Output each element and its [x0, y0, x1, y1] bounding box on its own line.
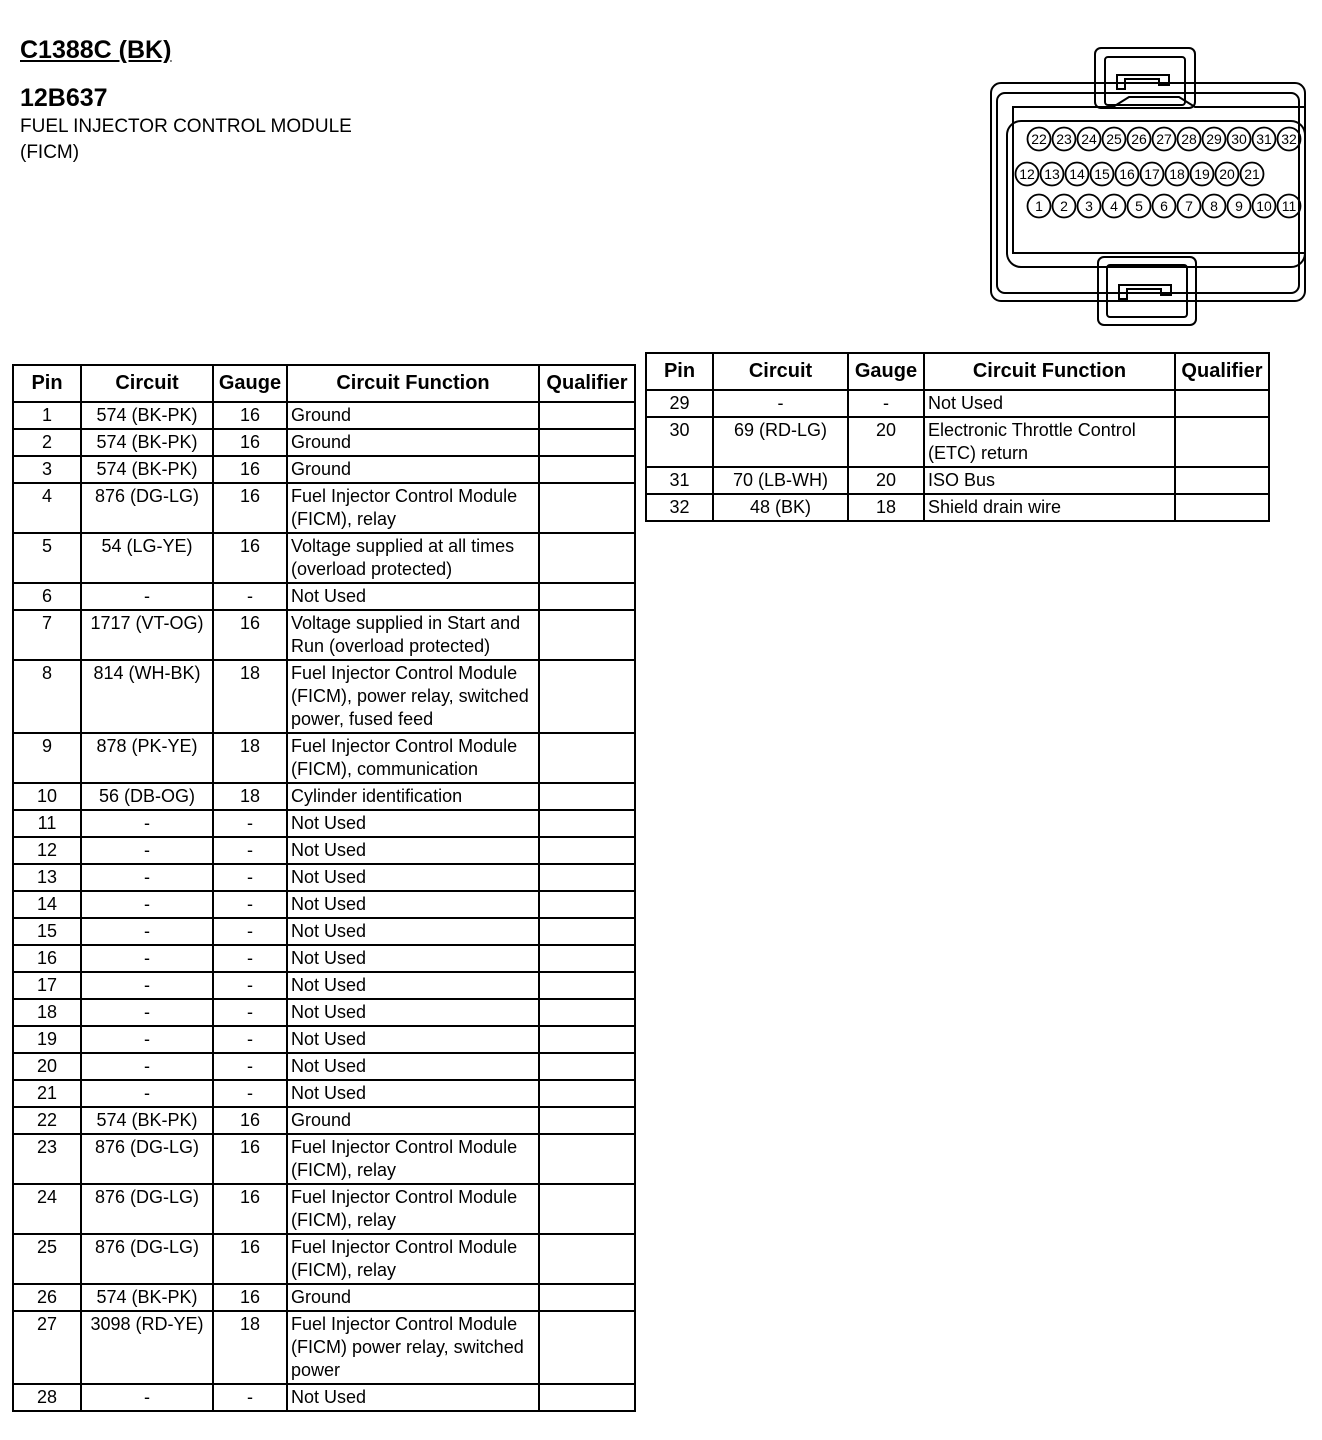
qualifier-cell	[539, 1234, 635, 1284]
table-row	[13, 837, 635, 864]
pin-cell: 16	[13, 945, 81, 972]
circuit-function-cell: Not Used	[287, 918, 539, 945]
connector-pin-row-middle	[1016, 163, 1264, 186]
circuit-cell: 56 (DB-OG)	[81, 783, 213, 810]
module-name: FUEL INJECTOR CONTROL MODULE	[20, 116, 352, 137]
gauge-cell: -	[213, 999, 287, 1026]
circuit-cell: -	[81, 583, 213, 610]
circuit-cell: 876 (DG-LG)	[81, 1234, 213, 1284]
pin-cell: 31	[646, 467, 713, 494]
circuit-function-cell: Fuel Injector Control Module (FICM), relay	[287, 1134, 539, 1184]
qualifier-cell	[539, 945, 635, 972]
table-row	[13, 1107, 635, 1134]
qualifier-cell	[539, 1134, 635, 1184]
circuit-cell: -	[81, 1384, 213, 1411]
qualifier-cell	[539, 456, 635, 483]
circuit-function-cell: Cylinder identification	[287, 783, 539, 810]
pin-cell: 4	[13, 483, 81, 533]
table-row	[13, 1384, 635, 1411]
pin-cell: 8	[13, 660, 81, 733]
table-row	[13, 660, 635, 733]
circuit-function-cell: Fuel Injector Control Module (FICM), relay	[287, 1234, 539, 1284]
pin-cell: 29	[646, 390, 713, 417]
table-row	[13, 583, 635, 610]
header-qualifier: Qualifier	[1175, 353, 1269, 390]
circuit-cell: -	[81, 1053, 213, 1080]
connector-pin-label: 27	[1156, 131, 1172, 147]
qualifier-cell	[539, 660, 635, 733]
qualifier-cell	[539, 1284, 635, 1311]
pin-cell: 9	[13, 733, 81, 783]
gauge-cell: 16	[213, 1107, 287, 1134]
circuit-function-cell: Ground	[287, 429, 539, 456]
connector-pin-label: 28	[1181, 131, 1197, 147]
gauge-cell: 16	[213, 429, 287, 456]
circuit-function-cell: Voltage supplied at all times (overload protected)	[287, 533, 539, 583]
circuit-function-cell: Ground	[287, 402, 539, 429]
qualifier-cell	[539, 1080, 635, 1107]
circuit-function-cell: Not Used	[287, 972, 539, 999]
circuit-function-cell: Not Used	[924, 390, 1175, 417]
pin-cell: 13	[13, 864, 81, 891]
gauge-cell: -	[213, 1384, 287, 1411]
pin-cell: 32	[646, 494, 713, 521]
table-row	[13, 810, 635, 837]
pin-cell: 27	[13, 1311, 81, 1384]
circuit-function-cell: Not Used	[287, 864, 539, 891]
connector-pin-label: 20	[1219, 166, 1235, 182]
circuit-cell: -	[81, 1026, 213, 1053]
circuit-cell: 69 (RD-LG)	[713, 417, 848, 467]
qualifier-cell	[1175, 467, 1269, 494]
qualifier-cell	[539, 1026, 635, 1053]
circuit-function-cell: Voltage supplied in Start and Run (overload protected)	[287, 610, 539, 660]
qualifier-cell	[539, 610, 635, 660]
circuit-cell: 1717 (VT-OG)	[81, 610, 213, 660]
circuit-cell: 574 (BK-PK)	[81, 456, 213, 483]
header-circuit-function: Circuit Function	[924, 353, 1175, 390]
connector-pin-label: 3	[1085, 198, 1093, 214]
connector-pin-label: 31	[1256, 131, 1272, 147]
pin-cell: 12	[13, 837, 81, 864]
connector-pin-label: 22	[1031, 131, 1047, 147]
circuit-cell: 3098 (RD-YE)	[81, 1311, 213, 1384]
connector-pin-label: 1	[1035, 198, 1043, 214]
circuit-cell: 54 (LG-YE)	[81, 533, 213, 583]
circuit-cell: 876 (DG-LG)	[81, 1134, 213, 1184]
qualifier-cell	[1175, 390, 1269, 417]
qualifier-cell	[1175, 494, 1269, 521]
connector-pin-label: 30	[1231, 131, 1247, 147]
circuit-cell: 574 (BK-PK)	[81, 1284, 213, 1311]
connector-face-diagram	[985, 45, 1310, 330]
table-row	[13, 999, 635, 1026]
header-gauge: Gauge	[213, 365, 287, 402]
connector-pin-label: 6	[1160, 198, 1168, 214]
connector-pin-label: 13	[1044, 166, 1060, 182]
connector-pin-label: 16	[1119, 166, 1135, 182]
connector-pin-label: 15	[1094, 166, 1110, 182]
qualifier-cell	[539, 1311, 635, 1384]
pin-cell: 6	[13, 583, 81, 610]
table-row	[13, 1184, 635, 1234]
gauge-cell: 18	[848, 494, 924, 521]
gauge-cell: -	[213, 810, 287, 837]
table-row	[13, 918, 635, 945]
connector-pin-label: 26	[1131, 131, 1147, 147]
circuit-function-cell: Not Used	[287, 837, 539, 864]
pin-cell: 30	[646, 417, 713, 467]
gauge-cell: -	[213, 864, 287, 891]
qualifier-cell	[539, 583, 635, 610]
table-header-row	[646, 353, 1269, 390]
gauge-cell: -	[848, 390, 924, 417]
pin-cell: 1	[13, 402, 81, 429]
circuit-function-cell: Fuel Injector Control Module (FICM), relay	[287, 483, 539, 533]
circuit-cell: 70 (LB-WH)	[713, 467, 848, 494]
gauge-cell: 16	[213, 456, 287, 483]
gauge-cell: -	[213, 918, 287, 945]
qualifier-cell	[539, 1107, 635, 1134]
circuit-cell: 574 (BK-PK)	[81, 1107, 213, 1134]
pin-cell: 15	[13, 918, 81, 945]
gauge-cell: -	[213, 837, 287, 864]
gauge-cell: -	[213, 972, 287, 999]
gauge-cell: 16	[213, 1184, 287, 1234]
qualifier-cell	[539, 402, 635, 429]
gauge-cell: 18	[213, 783, 287, 810]
circuit-cell: 814 (WH-BK)	[81, 660, 213, 733]
circuit-cell: 574 (BK-PK)	[81, 402, 213, 429]
qualifier-cell	[539, 1053, 635, 1080]
circuit-function-cell: Ground	[287, 1284, 539, 1311]
pin-cell: 17	[13, 972, 81, 999]
table-row	[13, 610, 635, 660]
connector-pin-label: 23	[1056, 131, 1072, 147]
pin-cell: 21	[13, 1080, 81, 1107]
connector-pin-label: 7	[1185, 198, 1193, 214]
connector-pin-label: 8	[1210, 198, 1218, 214]
header-qualifier: Qualifier	[539, 365, 635, 402]
table-row	[13, 1311, 635, 1384]
gauge-cell: 16	[213, 1234, 287, 1284]
qualifier-cell	[539, 864, 635, 891]
connector-pin-label: 4	[1110, 198, 1118, 214]
table-row	[13, 891, 635, 918]
qualifier-cell	[539, 733, 635, 783]
gauge-cell: 20	[848, 417, 924, 467]
table-row	[646, 494, 1269, 521]
pin-cell: 19	[13, 1026, 81, 1053]
pin-cell: 11	[13, 810, 81, 837]
circuit-function-cell: Not Used	[287, 999, 539, 1026]
connector-pin-label: 5	[1135, 198, 1143, 214]
connector-pin-label: 25	[1106, 131, 1122, 147]
pin-cell: 20	[13, 1053, 81, 1080]
circuit-cell: 878 (PK-YE)	[81, 733, 213, 783]
connector-pin-label: 10	[1256, 198, 1272, 214]
pin-cell: 3	[13, 456, 81, 483]
pin-cell: 24	[13, 1184, 81, 1234]
gauge-cell: 16	[213, 1284, 287, 1311]
table-row	[13, 1080, 635, 1107]
header-circuit: Circuit	[713, 353, 848, 390]
gauge-cell: 18	[213, 1311, 287, 1384]
gauge-cell: 16	[213, 610, 287, 660]
circuit-function-cell: Shield drain wire	[924, 494, 1175, 521]
connector-pin-label: 21	[1244, 166, 1260, 182]
circuit-function-cell: Fuel Injector Control Module (FICM) power relay, switched power	[287, 1311, 539, 1384]
pin-cell: 22	[13, 1107, 81, 1134]
gauge-cell: -	[213, 1053, 287, 1080]
circuit-cell: -	[81, 891, 213, 918]
connector-pin-label: 12	[1019, 166, 1035, 182]
header-circuit: Circuit	[81, 365, 213, 402]
gauge-cell: 16	[213, 483, 287, 533]
connector-pin-label: 32	[1281, 131, 1297, 147]
circuit-cell: -	[81, 837, 213, 864]
qualifier-cell	[539, 999, 635, 1026]
table-row	[13, 429, 635, 456]
table-row	[646, 467, 1269, 494]
connector-pin-label: 29	[1206, 131, 1222, 147]
header-circuit-function: Circuit Function	[287, 365, 539, 402]
part-number: 12B637	[20, 84, 108, 112]
header-pin: Pin	[646, 353, 713, 390]
pinout-table-right	[645, 352, 1270, 522]
qualifier-cell	[539, 891, 635, 918]
circuit-function-cell: Electronic Throttle Control (ETC) return	[924, 417, 1175, 467]
pin-cell: 23	[13, 1134, 81, 1184]
qualifier-cell	[1175, 417, 1269, 467]
circuit-cell: 48 (BK)	[713, 494, 848, 521]
table-row	[13, 783, 635, 810]
connector-pin-row-bottom	[1028, 195, 1301, 218]
circuit-function-cell: Not Used	[287, 810, 539, 837]
circuit-function-cell: Not Used	[287, 891, 539, 918]
gauge-cell: -	[213, 1080, 287, 1107]
circuit-function-cell: Not Used	[287, 1384, 539, 1411]
header-gauge: Gauge	[848, 353, 924, 390]
circuit-cell: 876 (DG-LG)	[81, 1184, 213, 1234]
pin-cell: 7	[13, 610, 81, 660]
table-row	[13, 1026, 635, 1053]
qualifier-cell	[539, 918, 635, 945]
circuit-cell: -	[81, 972, 213, 999]
pin-cell: 26	[13, 1284, 81, 1311]
qualifier-cell	[539, 810, 635, 837]
gauge-cell: 16	[213, 533, 287, 583]
table-row	[13, 945, 635, 972]
circuit-function-cell: Fuel Injector Control Module (FICM), communication	[287, 733, 539, 783]
connector-title: C1388C (BK)	[20, 36, 172, 64]
circuit-cell: -	[81, 945, 213, 972]
connector-pin-label: 2	[1060, 198, 1068, 214]
circuit-function-cell: Not Used	[287, 583, 539, 610]
pin-cell: 5	[13, 533, 81, 583]
gauge-cell: -	[213, 891, 287, 918]
circuit-cell: -	[81, 999, 213, 1026]
table-row	[13, 456, 635, 483]
circuit-function-cell: Fuel Injector Control Module (FICM), power relay, switched power, fused feed	[287, 660, 539, 733]
pinout-table-left	[12, 364, 636, 1412]
connector-pin-label: 9	[1235, 198, 1243, 214]
circuit-function-cell: Not Used	[287, 945, 539, 972]
gauge-cell: -	[213, 1026, 287, 1053]
table-header-row	[13, 365, 635, 402]
connector-pin-label: 18	[1169, 166, 1185, 182]
circuit-function-cell: Not Used	[287, 1053, 539, 1080]
pin-cell: 28	[13, 1384, 81, 1411]
qualifier-cell	[539, 483, 635, 533]
pin-cell: 10	[13, 783, 81, 810]
pin-cell: 18	[13, 999, 81, 1026]
gauge-cell: 20	[848, 467, 924, 494]
gauge-cell: 18	[213, 660, 287, 733]
pin-cell: 14	[13, 891, 81, 918]
table-row	[646, 390, 1269, 417]
connector-pin-label: 11	[1281, 198, 1297, 214]
connector-pin-label: 17	[1144, 166, 1160, 182]
connector-pin-row-top	[1028, 128, 1301, 151]
header-pin: Pin	[13, 365, 81, 402]
qualifier-cell	[539, 972, 635, 999]
pin-cell: 2	[13, 429, 81, 456]
table-row	[13, 1053, 635, 1080]
circuit-function-cell: Not Used	[287, 1026, 539, 1053]
circuit-cell: -	[713, 390, 848, 417]
qualifier-cell	[539, 533, 635, 583]
qualifier-cell	[539, 1184, 635, 1234]
gauge-cell: -	[213, 583, 287, 610]
module-abbreviation: (FICM)	[20, 142, 80, 163]
circuit-cell: -	[81, 810, 213, 837]
qualifier-cell	[539, 429, 635, 456]
circuit-cell: -	[81, 864, 213, 891]
circuit-function-cell: Ground	[287, 456, 539, 483]
circuit-function-cell: Ground	[287, 1107, 539, 1134]
table-row	[13, 533, 635, 583]
gauge-cell: 16	[213, 402, 287, 429]
connector-pin-label: 24	[1081, 131, 1097, 147]
circuit-function-cell: ISO Bus	[924, 467, 1175, 494]
gauge-cell: 18	[213, 733, 287, 783]
table-row	[13, 1234, 635, 1284]
table-row	[13, 733, 635, 783]
circuit-cell: -	[81, 918, 213, 945]
qualifier-cell	[539, 783, 635, 810]
table-row	[13, 864, 635, 891]
table-row	[13, 1134, 635, 1184]
connector-pin-label: 19	[1194, 166, 1210, 182]
table-row	[646, 417, 1269, 467]
circuit-cell: 876 (DG-LG)	[81, 483, 213, 533]
table-row	[13, 1284, 635, 1311]
circuit-function-cell: Not Used	[287, 1080, 539, 1107]
table-row	[13, 483, 635, 533]
table-row	[13, 402, 635, 429]
connector-pin-label: 14	[1069, 166, 1085, 182]
qualifier-cell	[539, 837, 635, 864]
pin-cell: 25	[13, 1234, 81, 1284]
gauge-cell: -	[213, 945, 287, 972]
circuit-cell: 574 (BK-PK)	[81, 429, 213, 456]
circuit-cell: -	[81, 1080, 213, 1107]
gauge-cell: 16	[213, 1134, 287, 1184]
table-row	[13, 972, 635, 999]
circuit-function-cell: Fuel Injector Control Module (FICM), relay	[287, 1184, 539, 1234]
qualifier-cell	[539, 1384, 635, 1411]
